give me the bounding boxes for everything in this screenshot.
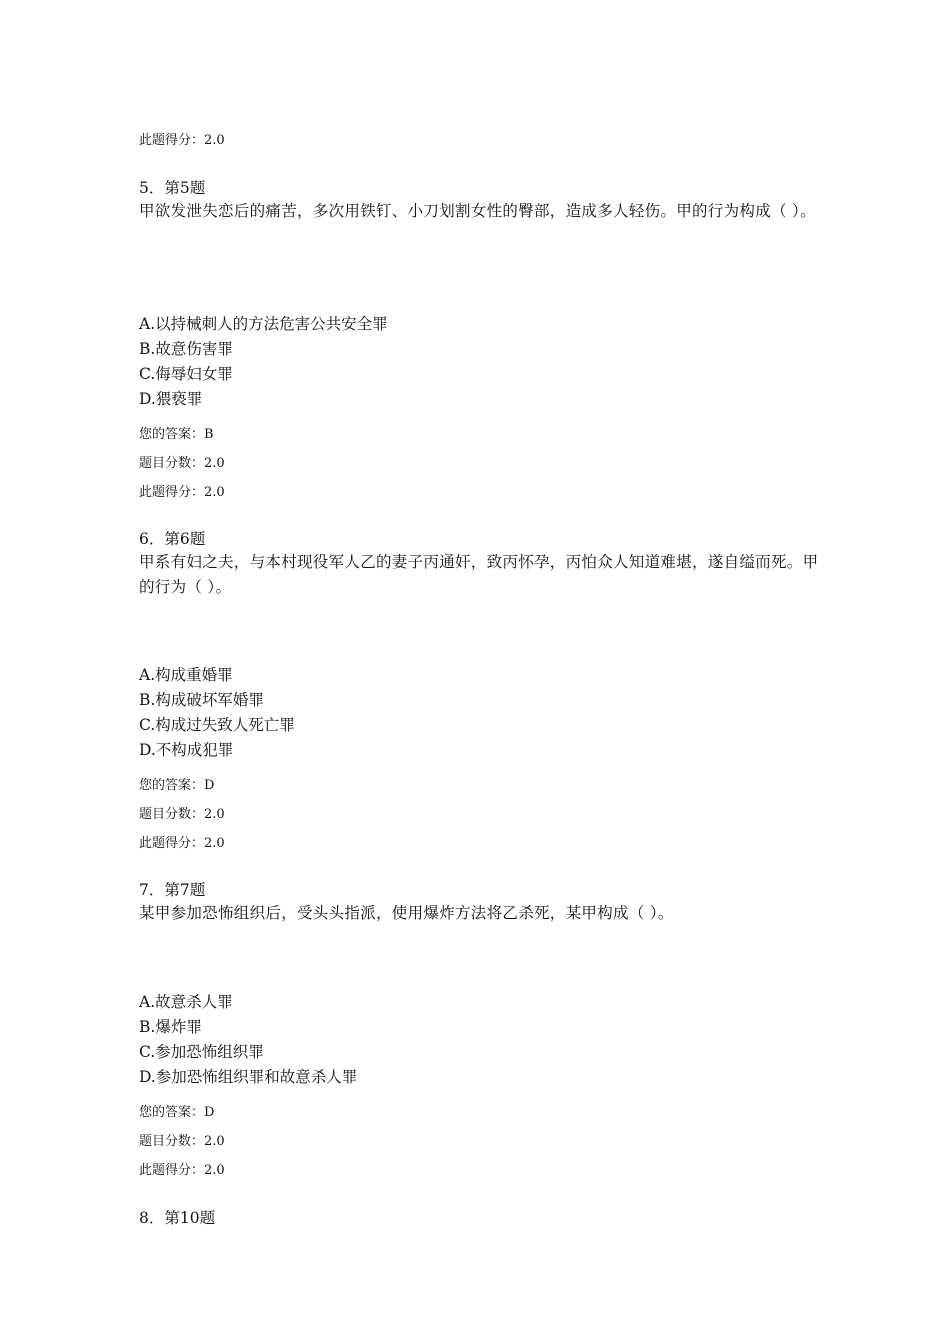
question-title: 6．第6题 — [139, 530, 206, 548]
score-total: 题目分数：2.0 — [139, 1134, 225, 1149]
question-stem: 甲系有妇之夫，与本村现役军人乙的妻子丙通奸，致丙怀孕，丙怕众人知道难堪，遂自缢而死。甲的行为（ ）。 — [139, 553, 819, 596]
your-answer: 您的答案：B — [139, 427, 214, 442]
option-d: D.不构成犯罪 — [139, 741, 234, 759]
question-title: 7．第7题 — [139, 881, 206, 899]
question-title: 5．第5题 — [139, 179, 206, 197]
option-b: B.故意伤害罪 — [139, 340, 233, 358]
question-title: 8．第10题 — [139, 1209, 216, 1227]
option-a: A.构成重婚罪 — [139, 666, 233, 684]
option-a: A.故意杀人罪 — [139, 993, 233, 1011]
option-c: C.侮辱妇女罪 — [139, 365, 233, 383]
option-c: C.参加恐怖组织罪 — [139, 1043, 264, 1061]
option-d: D.猥亵罪 — [139, 390, 203, 408]
score-total: 题目分数：2.0 — [139, 456, 225, 471]
option-b: B.构成破坏军婚罪 — [139, 691, 264, 709]
question-stem: 某甲参加恐怖组织后，受头头指派，使用爆炸方法将乙杀死，某甲构成（ ）。 — [139, 904, 674, 922]
option-c: C.构成过失致人死亡罪 — [139, 716, 295, 734]
score-got: 此题得分：2.0 — [139, 1163, 225, 1178]
question-stem: 甲欲发泄失恋后的痛苦，多次用铁钉、小刀划割女性的臀部，造成多人轻伤。甲的行为构成（ ）。 — [139, 202, 816, 220]
score-got: 此题得分：2.0 — [139, 133, 225, 148]
option-d: D.参加恐怖组织罪和故意杀人罪 — [139, 1068, 358, 1086]
option-a: A.以持械刺人的方法危害公共安全罪 — [139, 315, 388, 333]
option-b: B.爆炸罪 — [139, 1018, 202, 1036]
your-answer: 您的答案：D — [139, 778, 215, 793]
your-answer: 您的答案：D — [139, 1105, 215, 1120]
score-got: 此题得分：2.0 — [139, 836, 225, 851]
score-got: 此题得分：2.0 — [139, 485, 225, 500]
score-total: 题目分数：2.0 — [139, 807, 225, 822]
